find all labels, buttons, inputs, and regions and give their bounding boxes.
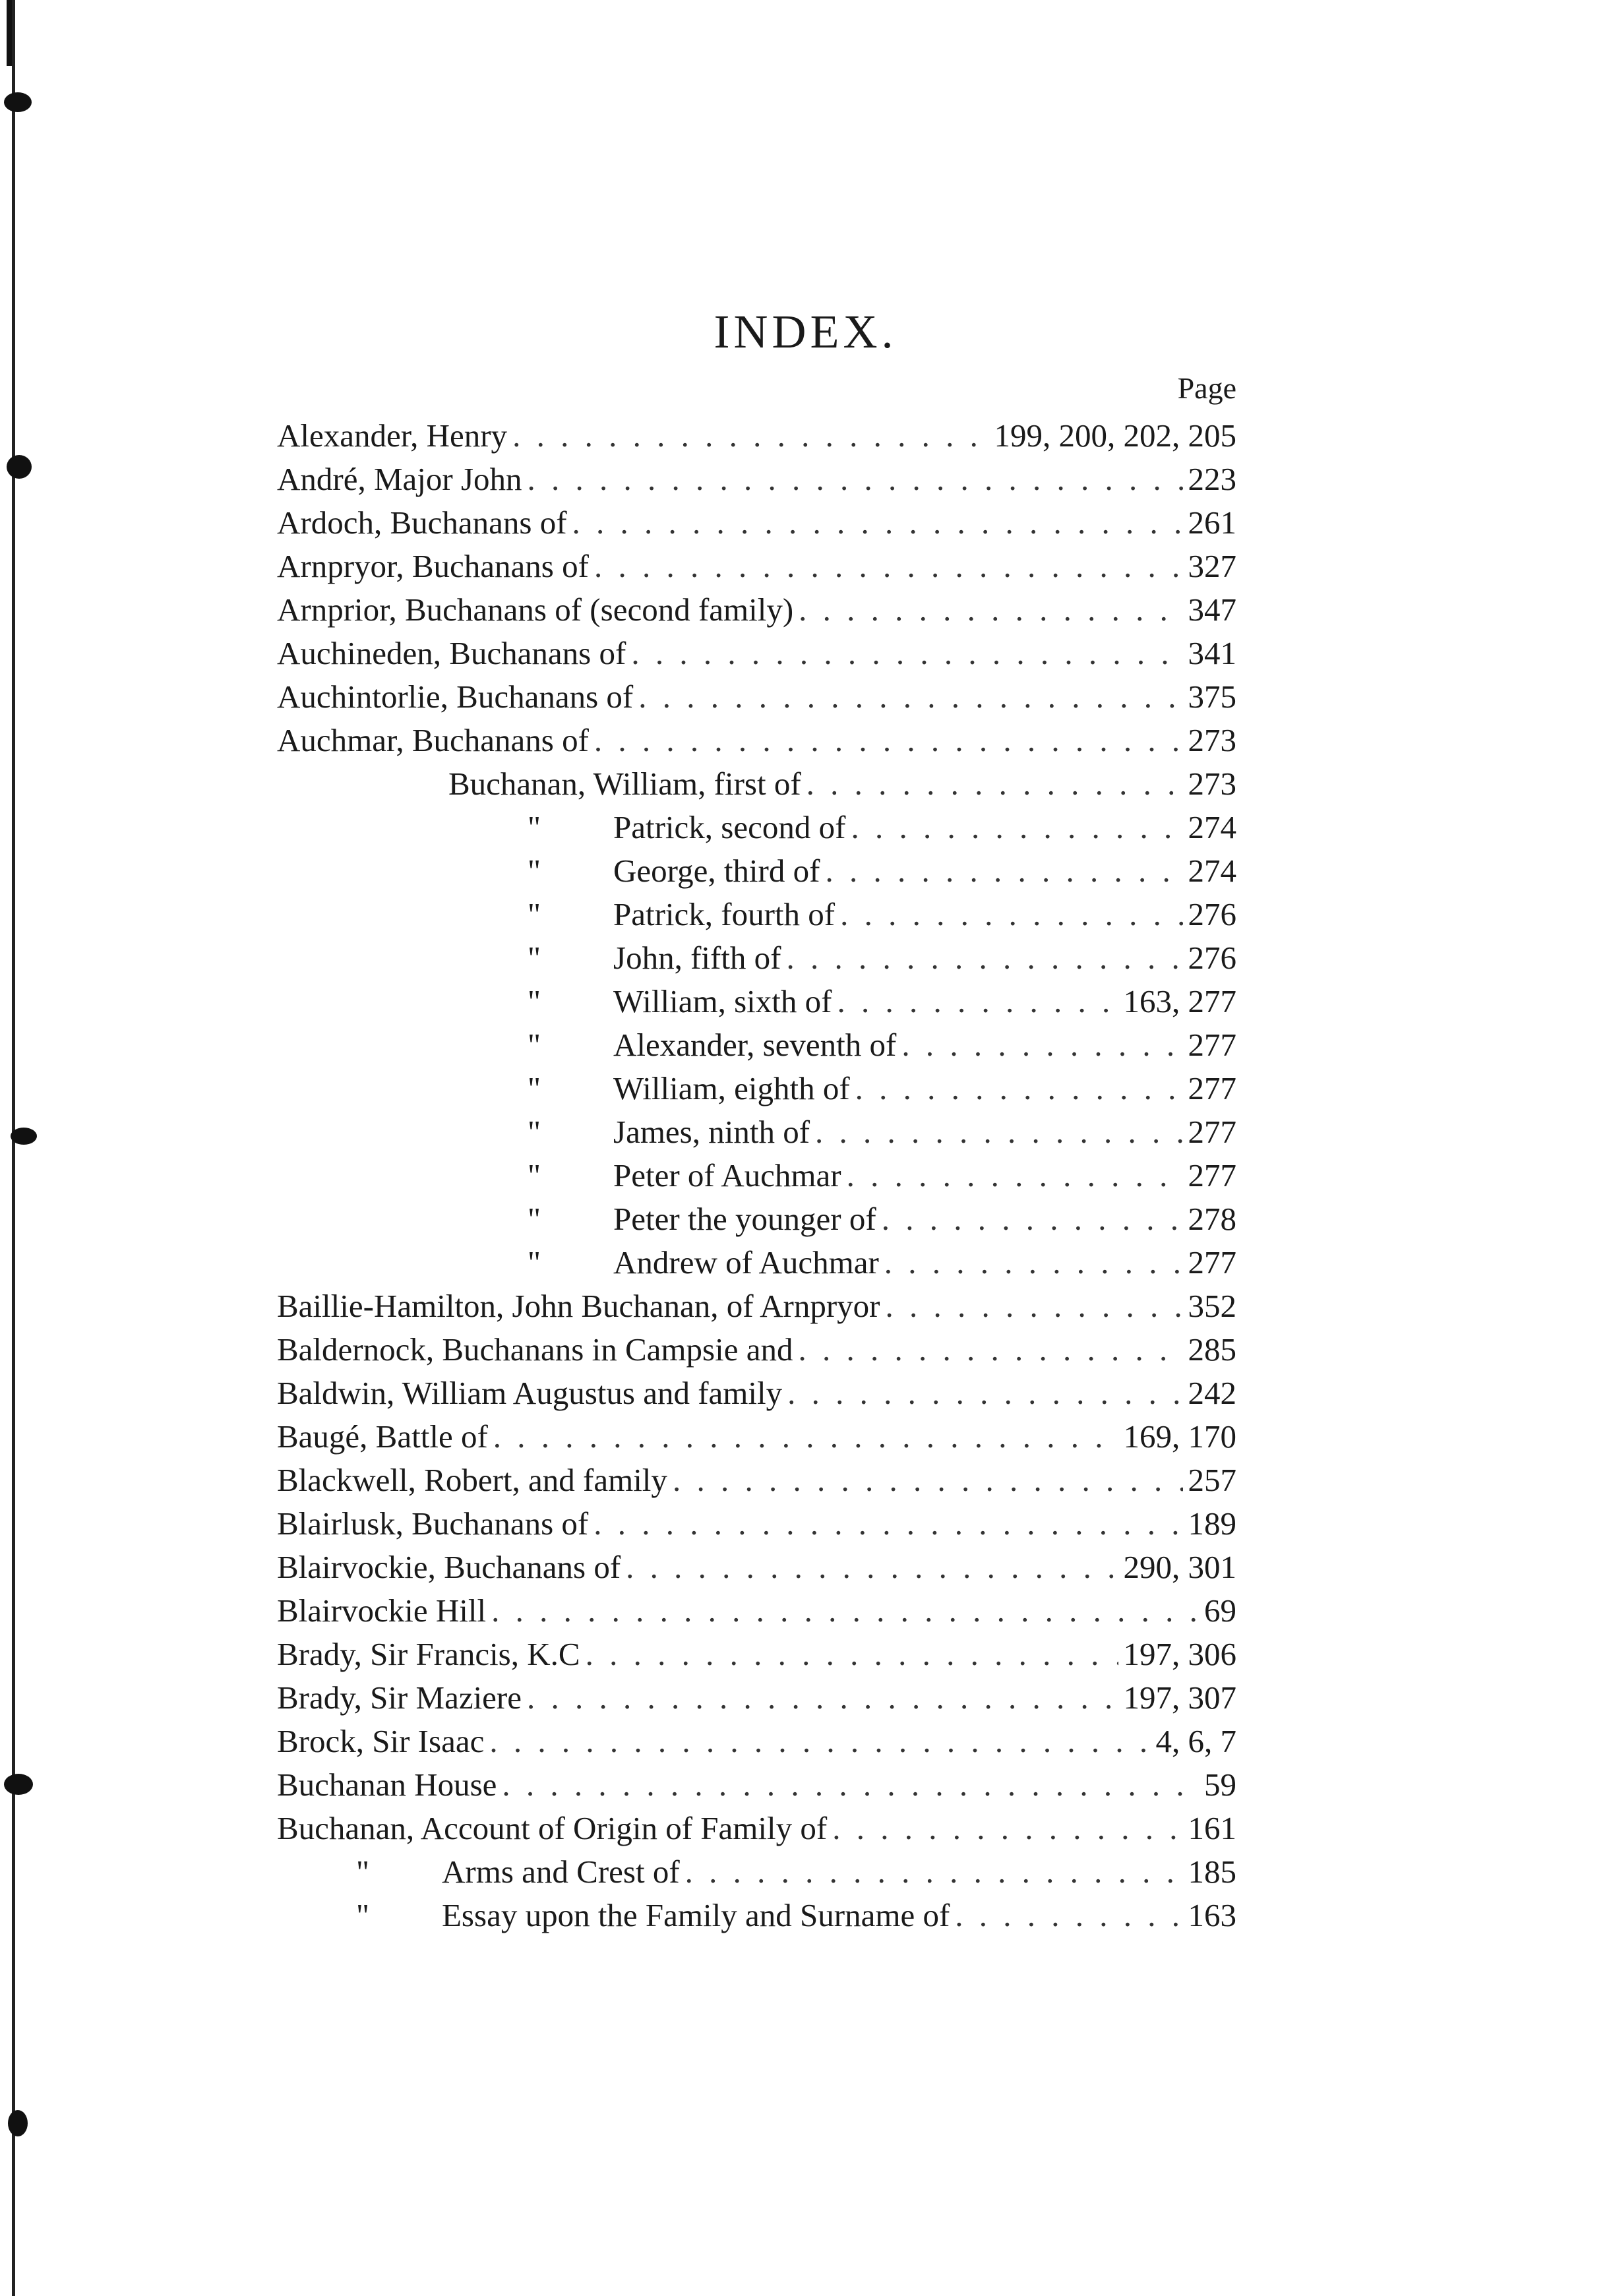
dot-leader — [594, 545, 1183, 588]
dot-leader — [685, 1850, 1183, 1894]
index-entry — [277, 762, 1236, 806]
index-entry-name: Brock, Sir Isaac — [277, 1723, 485, 1759]
binding-edge-mark — [7, 0, 12, 66]
index-entry-name: Arnprior, Buchanans of (second family) — [277, 591, 794, 628]
dot-leader — [512, 414, 988, 458]
dot-leader — [593, 1502, 1182, 1546]
ditto-mark: " — [356, 1854, 370, 1890]
dot-leader — [855, 1067, 1183, 1110]
index-entry-name: Alexander, Henry — [277, 417, 508, 454]
ditto-mark: " — [528, 1027, 541, 1063]
index-entry-name: Peter of Auchmar — [613, 1157, 841, 1193]
index-entry — [277, 1676, 1236, 1720]
index-entry-pages: 276 — [1188, 896, 1236, 932]
index-entry — [277, 1894, 1236, 1937]
index-entry-pages: 277 — [1188, 1157, 1236, 1193]
index-entry — [277, 849, 1236, 893]
index-entry — [277, 675, 1236, 719]
index-entry-name: Andrew of Auchmar — [613, 1244, 879, 1281]
index-entry-name: Ardoch, Buchanans of — [277, 504, 567, 541]
index-entry-name: Auchineden, Buchanans of — [277, 635, 626, 671]
ditto-mark: " — [528, 1070, 541, 1106]
dot-leader — [594, 719, 1183, 762]
dot-leader — [586, 1633, 1118, 1676]
dot-leader — [787, 1372, 1182, 1415]
ditto-mark: " — [528, 1201, 541, 1237]
dot-leader — [837, 980, 1118, 1023]
index-entry-pages: 352 — [1188, 1288, 1236, 1324]
index-entry-name: Blairlusk, Buchanans of — [277, 1505, 589, 1542]
index-entry-pages: 161 — [1188, 1810, 1236, 1846]
index-entry — [277, 458, 1236, 501]
dot-leader — [798, 1328, 1182, 1372]
index-entry-name: Blackwell, Robert, and family — [277, 1462, 667, 1498]
index-entry — [277, 1763, 1236, 1807]
index-entry-pages: 223 — [1188, 461, 1236, 497]
index-entry — [277, 632, 1236, 675]
index-entry — [277, 545, 1236, 588]
index-entry-name: Auchmar, Buchanans of — [277, 722, 589, 758]
binding-blot — [4, 92, 32, 112]
dot-leader — [572, 501, 1183, 545]
index-entry-pages: 276 — [1188, 940, 1236, 976]
index-entry — [277, 1067, 1236, 1110]
index-entry-name: Arnpryor, Buchanans of — [277, 548, 589, 584]
index-entry — [277, 1807, 1236, 1850]
index-entry — [277, 1154, 1236, 1197]
index-entry — [277, 1720, 1236, 1763]
index-entry-pages: 257 — [1188, 1462, 1236, 1498]
index-entry — [277, 1023, 1236, 1067]
index-entry — [277, 1502, 1236, 1546]
index-entry-name: Patrick, second of — [613, 809, 846, 845]
index-entry-pages: 242 — [1188, 1375, 1236, 1411]
index-entry-pages: 285 — [1188, 1331, 1236, 1368]
ditto-mark: " — [528, 1114, 541, 1150]
index-entry-pages: 273 — [1188, 766, 1236, 802]
dot-leader — [799, 588, 1182, 632]
index-entry-pages: 274 — [1188, 853, 1236, 889]
dot-leader — [806, 762, 1183, 806]
page-column-header: Page — [1177, 371, 1236, 405]
index-entry — [277, 1850, 1236, 1894]
binding-blot — [11, 1128, 37, 1145]
index-entry-name: Baillie-Hamilton, John Buchanan, of Arnpryor — [277, 1288, 880, 1324]
dot-leader — [491, 1589, 1199, 1633]
index-entry — [277, 1633, 1236, 1676]
index-entry-name: Baldernock, Buchanans in Campsie and — [277, 1331, 793, 1368]
index-entry-name: George, third of — [613, 853, 820, 889]
ditto-mark: " — [528, 1244, 541, 1281]
dot-leader — [847, 1154, 1183, 1197]
index-entry — [277, 980, 1236, 1023]
ditto-mark: " — [528, 983, 541, 1019]
dot-leader — [528, 458, 1183, 501]
binding-blot — [4, 1774, 33, 1795]
index-entry-name: Auchintorlie, Buchanans of — [277, 679, 634, 715]
dot-leader — [825, 849, 1182, 893]
dot-leader — [884, 1241, 1183, 1284]
index-entry-pages: 273 — [1188, 722, 1236, 758]
index-entry-pages: 277 — [1188, 1244, 1236, 1281]
dot-leader — [502, 1763, 1199, 1807]
ditto-mark: " — [528, 1157, 541, 1193]
index-entry-name: Brady, Sir Maziere — [277, 1679, 522, 1716]
index-entry-name: William, eighth of — [613, 1070, 850, 1106]
index-entry-pages: 199, 200, 202, 205 — [994, 417, 1236, 454]
index-entry-pages: 277 — [1188, 1114, 1236, 1150]
dot-leader — [886, 1284, 1183, 1328]
index-entry-pages: 341 — [1188, 635, 1236, 671]
index-entry-name: Peter the younger of — [613, 1201, 876, 1237]
dot-leader — [882, 1197, 1183, 1241]
index-entry — [277, 1372, 1236, 1415]
index-entry-pages: 375 — [1188, 679, 1236, 715]
index-entry-pages: 163, 277 — [1123, 983, 1236, 1019]
binding-blot — [7, 455, 32, 479]
index-entry — [277, 719, 1236, 762]
index-entry-pages: 59 — [1204, 1767, 1236, 1803]
index-entry-name: William, sixth of — [613, 983, 832, 1019]
dot-leader — [851, 806, 1182, 849]
index-entry — [277, 893, 1236, 936]
dot-leader — [493, 1415, 1118, 1459]
dot-leader — [489, 1720, 1150, 1763]
index-entry-name: Patrick, fourth of — [613, 896, 836, 932]
index-entry — [277, 1546, 1236, 1589]
index-entry-pages: 169, 170 — [1123, 1418, 1236, 1455]
dot-leader — [815, 1110, 1182, 1154]
index-entry-pages: 69 — [1204, 1592, 1236, 1629]
dot-leader — [901, 1023, 1182, 1067]
index-entry-pages: 327 — [1188, 548, 1236, 584]
ditto-mark: " — [356, 1897, 370, 1933]
index-entry-pages: 4, 6, 7 — [1155, 1723, 1236, 1759]
index-entry-pages: 189 — [1188, 1505, 1236, 1542]
dot-leader — [840, 893, 1182, 936]
index-entry — [277, 1284, 1236, 1328]
page-title: INDEX. — [714, 305, 897, 358]
index-entry-name: Baldwin, William Augustus and family — [277, 1375, 783, 1411]
ditto-mark: " — [528, 896, 541, 932]
index-entry-pages: 278 — [1188, 1201, 1236, 1237]
index-entry — [277, 1589, 1236, 1633]
dot-leader — [626, 1546, 1118, 1589]
index-entry-pages: 163 — [1188, 1897, 1236, 1933]
index-entry-name: John, fifth of — [613, 940, 781, 976]
index-entry-name: James, ninth of — [613, 1114, 810, 1150]
ditto-mark: " — [528, 940, 541, 976]
index-entry — [277, 936, 1236, 980]
index-entry-pages: 277 — [1188, 1070, 1236, 1106]
index-entry — [277, 414, 1236, 458]
index-entry-name: Brady, Sir Francis, K.C — [277, 1636, 580, 1672]
dot-leader — [787, 936, 1183, 980]
index-entry — [277, 1459, 1236, 1502]
index-entry-name: Buchanan, Account of Origin of Family of — [277, 1810, 828, 1846]
dot-leader — [638, 675, 1182, 719]
index-entry-name: Alexander, seventh of — [613, 1027, 897, 1063]
index-entry-pages: 277 — [1188, 1027, 1236, 1063]
dot-leader — [631, 632, 1182, 675]
index-entry-name: Buchanan, William, first of — [448, 766, 801, 802]
index-entry-name: Buchanan House — [277, 1767, 497, 1803]
index-entry-name: André, Major John — [277, 461, 522, 497]
index-entry — [277, 1328, 1236, 1372]
index-entry — [277, 588, 1236, 632]
dot-leader — [527, 1676, 1118, 1720]
binding-blot — [8, 2110, 28, 2136]
index-entry-pages: 347 — [1188, 591, 1236, 628]
index-entry — [277, 1197, 1236, 1241]
index-entry-name: Blairvockie, Buchanans of — [277, 1549, 621, 1585]
index-entry-pages: 197, 306 — [1123, 1636, 1236, 1672]
dot-leader — [673, 1459, 1183, 1502]
index-entry — [277, 501, 1236, 545]
index-entry — [277, 1415, 1236, 1459]
index-entry-name: Essay upon the Family and Surname of — [442, 1897, 950, 1933]
index-list — [277, 414, 1236, 1937]
index-entry-pages: 290, 301 — [1123, 1549, 1236, 1585]
dot-leader — [955, 1894, 1182, 1937]
index-entry-pages: 274 — [1188, 809, 1236, 845]
index-entry — [277, 1241, 1236, 1284]
ditto-mark: " — [528, 853, 541, 889]
dot-leader — [832, 1807, 1182, 1850]
index-entry-name: Arms and Crest of — [442, 1854, 680, 1890]
index-entry-pages: 197, 307 — [1123, 1679, 1236, 1716]
index-entry — [277, 806, 1236, 849]
index-entry-name: Blairvockie Hill — [277, 1592, 487, 1629]
index-entry-pages: 185 — [1188, 1854, 1236, 1890]
index-entry-name: Baugé, Battle of — [277, 1418, 488, 1455]
index-entry — [277, 1110, 1236, 1154]
index-entry-pages: 261 — [1188, 504, 1236, 541]
ditto-mark: " — [528, 809, 541, 845]
